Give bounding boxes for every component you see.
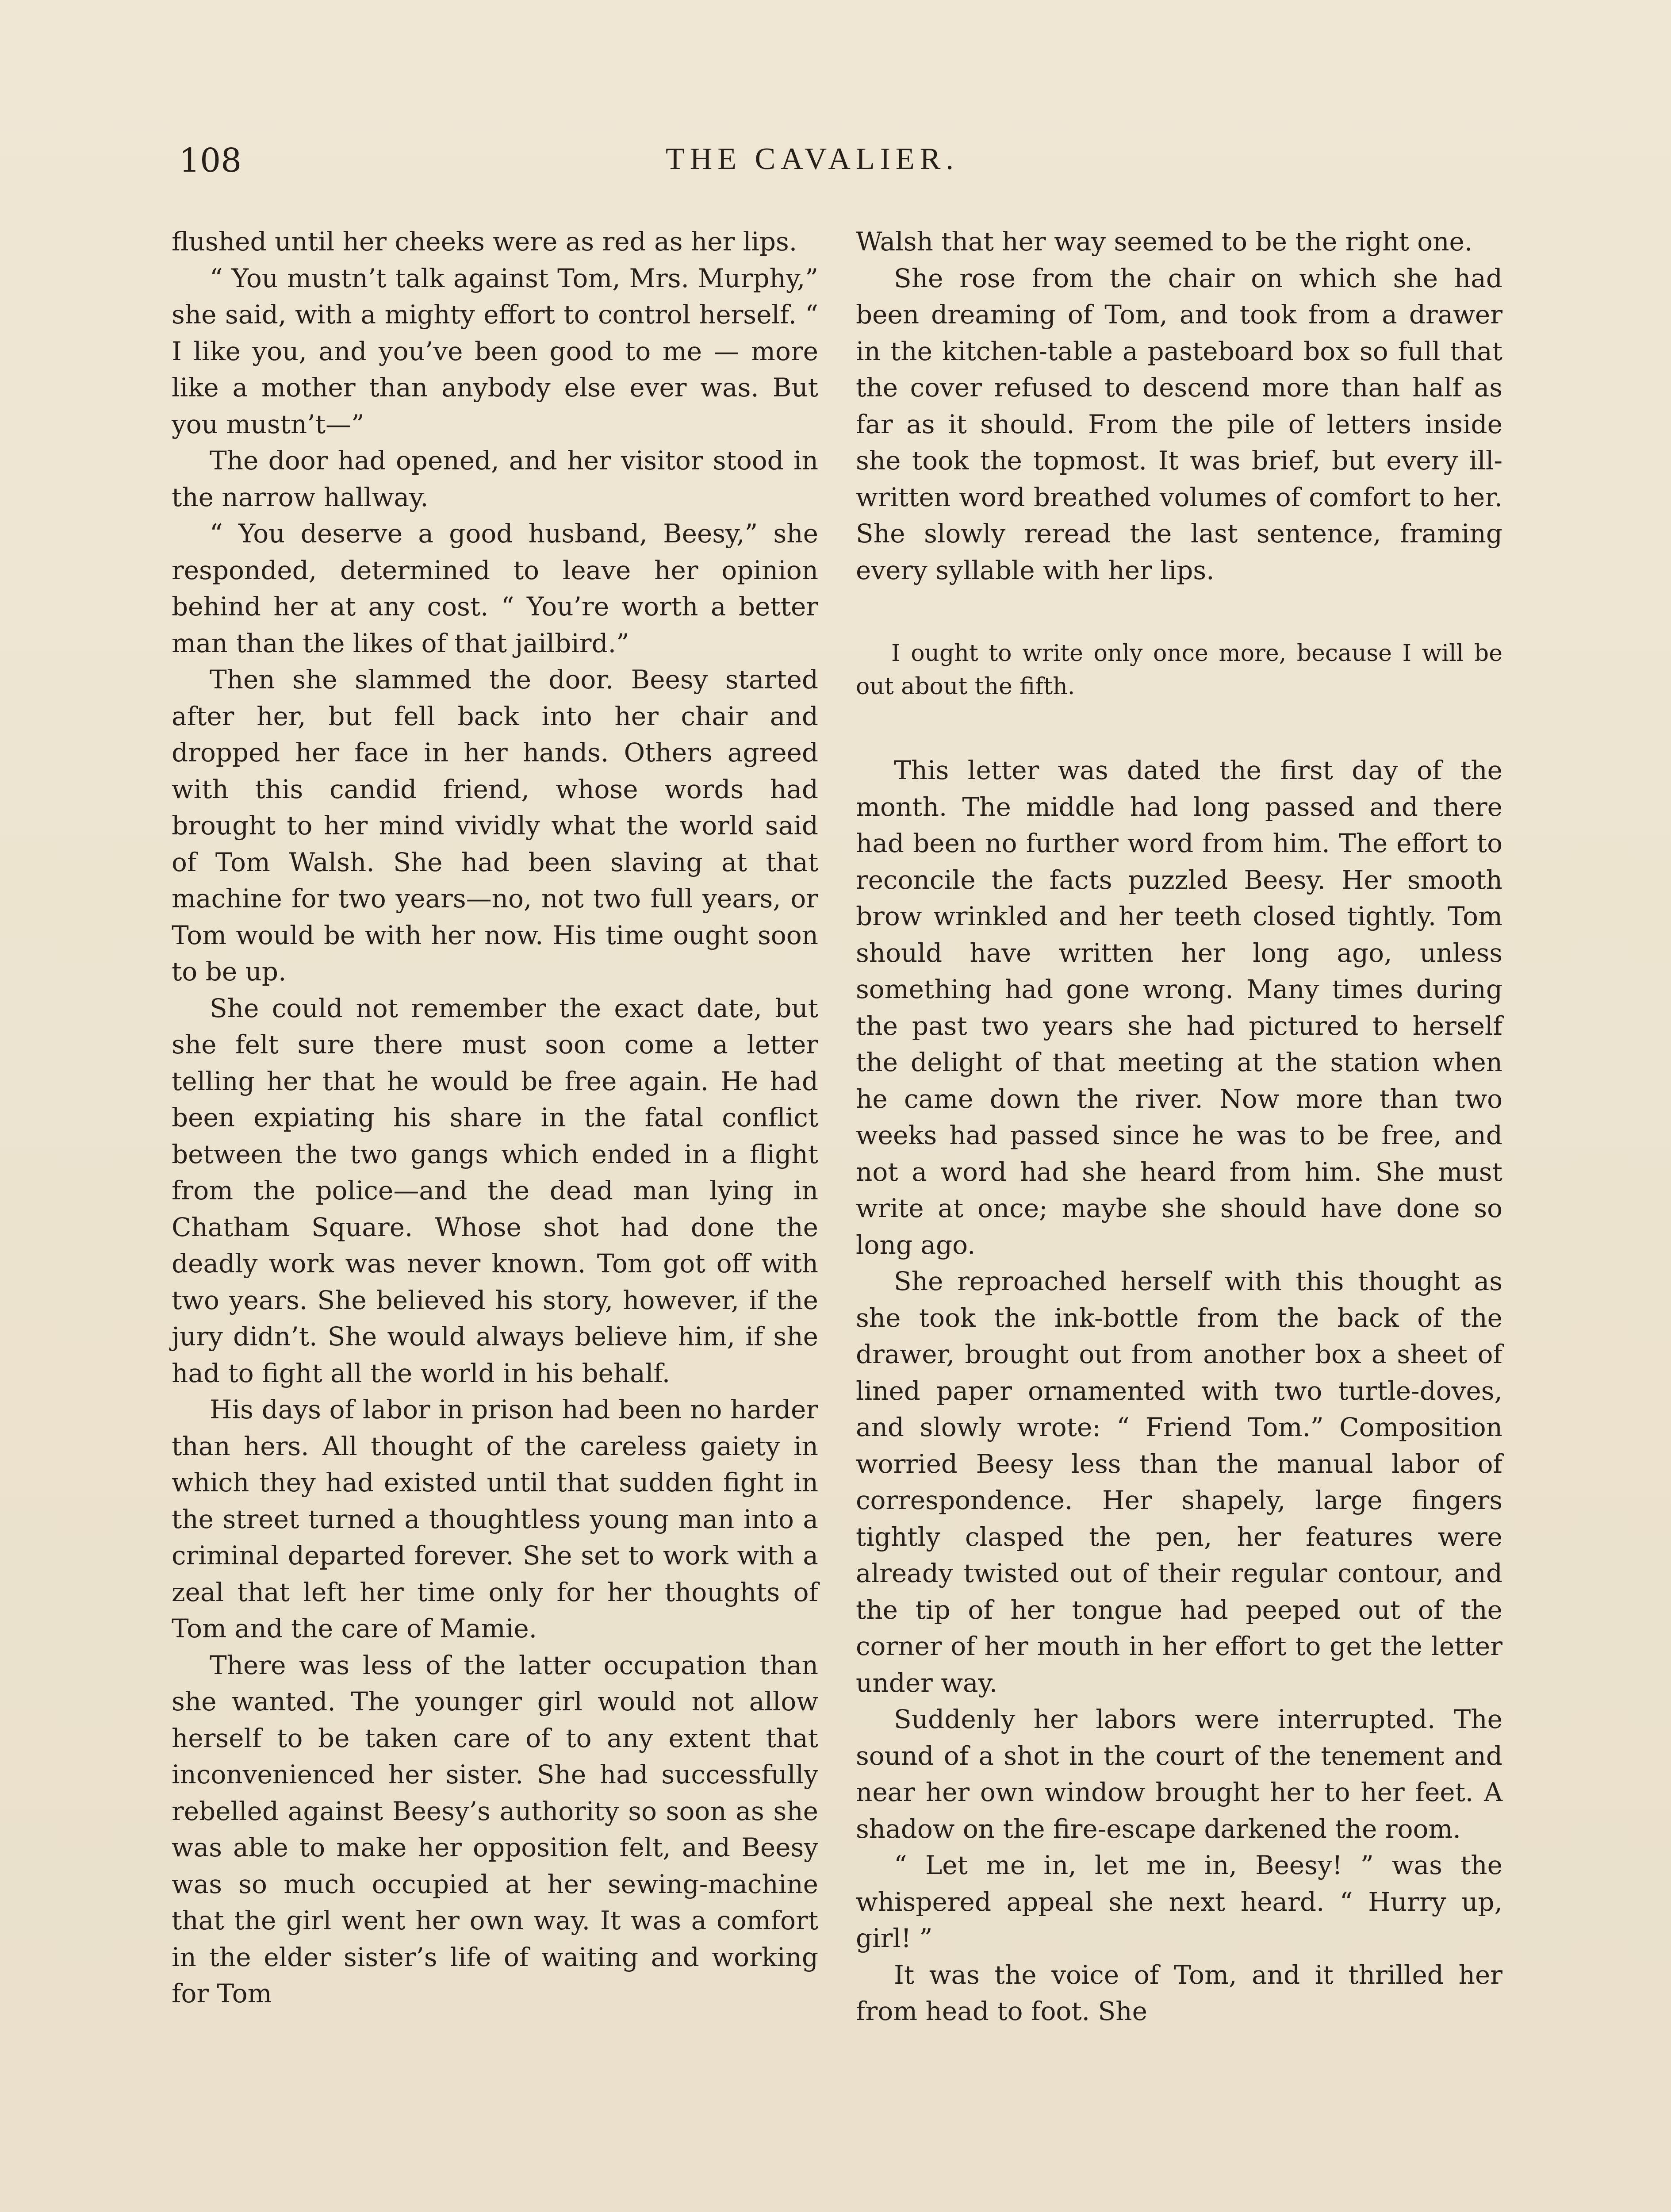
running-head: THE CAVALIER. xyxy=(666,142,959,176)
page-number: 108 xyxy=(179,142,242,180)
paragraph: She rose from the chair on which she had been dreaming of Tom, and took from a drawer in the kitchen-table a pasteboard box so full that the cover refused to descend more than half as far as it should. From the pile of letters inside she took the topmost. It was brief, but every ill-written word breathed volumes of comfort to her. She slowly reread the last sentence, framing every syllable with her lips. xyxy=(856,263,1502,585)
right-column xyxy=(856,223,1502,2030)
quoted-letter xyxy=(856,637,1502,703)
paragraph: She could not remember the exact date, but she felt sure there must soon come a letter telling her that he would be free again. He had been expiating his share in the fatal conflict between the two gangs which ended in a flight from the police—and the dead man lying in Chatham Square. Whose shot had done the deadly work was never known. Tom got off with two years. She believed his story, however, if the jury didn’t. She would always believe him, if she had to fight all the world in his behalf. xyxy=(172,993,818,1388)
left-column xyxy=(172,223,818,2012)
paragraph: flushed until her cheeks were as red as her lips. xyxy=(172,227,797,257)
paragraph: Suddenly her labors were interrupted. The sound of a shot in the court of the tenement and near her own window brought her to her feet. A shadow on the fire-escape darkened the room. xyxy=(856,1704,1502,1844)
paragraph: Walsh that her way seemed to be the right one. xyxy=(856,227,1473,257)
paragraph: She reproached herself with this thought as she took the ink-bottle from the back of the drawer, brought out from another box a sheet of lined paper ornamented with two turtle-doves, and slowly wrote: “ Friend Tom.” Composition worried Beesy less than the manual labor of correspondence. Her shapely, large fingers tightly clasped the pen, her features were already twisted out of their regular contour, and the tip of her tongue had peeped out of the corner of her mouth in her effort to get the letter under way. xyxy=(856,1266,1502,1698)
paragraph: “ You deserve a good husband, Beesy,” she responded, determined to leave her opinion behind her at any cost. “ You’re worth a better man than the likes of that jailbird.” xyxy=(172,518,818,658)
paragraph: “ Let me in, let me in, Beesy! ” was the whispered appeal she next heard. “ Hurry up, girl! ” xyxy=(856,1850,1502,1953)
quoted-letter-text: I ought to write only once more, because I will be out about the fifth. xyxy=(856,640,1502,700)
paragraph: Then she slammed the door. Beesy started after her, but fell back into her chair and dropped her face in her hands. Others agreed with this candid friend, whose words had brought to her mind vividly what the world said of Tom Walsh. She had been slaving at that machine for two years—no, not two full years, or Tom would be with her now. His time ought soon to be up. xyxy=(172,664,818,987)
page-header xyxy=(179,142,1502,204)
paragraph: There was less of the latter occupation than she wanted. The younger girl would not allow herself to be taken care of to any extent that inconvenienced her sister. She had successfully rebelled against Beesy’s authority so soon as she was able to make her opposition felt, and Beesy was so much occupied at her sewing-machine that the girl went her own way. It was a comfort in the elder sister’s life of waiting and working for Tom xyxy=(172,1650,818,2008)
paragraph: This letter was dated the first day of the month. The middle had long passed and there had been no further word from him. The effort to reconcile the facts puzzled Beesy. Her smooth brow wrinkled and her teeth closed tightly. Tom should have written her long ago, unless something had gone wrong. Many times during the past two years she had pictured to herself the delight of that meeting at the station when he came down the river. Now more than two weeks had passed since he was to be free, and not a word had she heard from him. She must write at once; maybe she should have done so long ago. xyxy=(856,755,1502,1260)
paragraph: His days of labor in prison had been no harder than hers. All thought of the careless gaiety in which they had existed until that sudden fight in the street turned a thoughtless young man into a criminal departed forever. She set to work with a zeal that left her time only for her thoughts of Tom and the care of Mamie. xyxy=(172,1394,818,1644)
paragraph: “ You mustn’t talk against Tom, Mrs. Murphy,” she said, with a mighty effort to control herself. “ I like you, and you’ve been good to me — more like a mother than anybody else ever was. But you mustn’t—” xyxy=(172,263,818,439)
paragraph: It was the voice of Tom, and it thrilled her from head to foot. She xyxy=(856,1959,1502,2026)
paragraph: The door had opened, and her visitor stood in the narrow hallway. xyxy=(172,445,818,512)
